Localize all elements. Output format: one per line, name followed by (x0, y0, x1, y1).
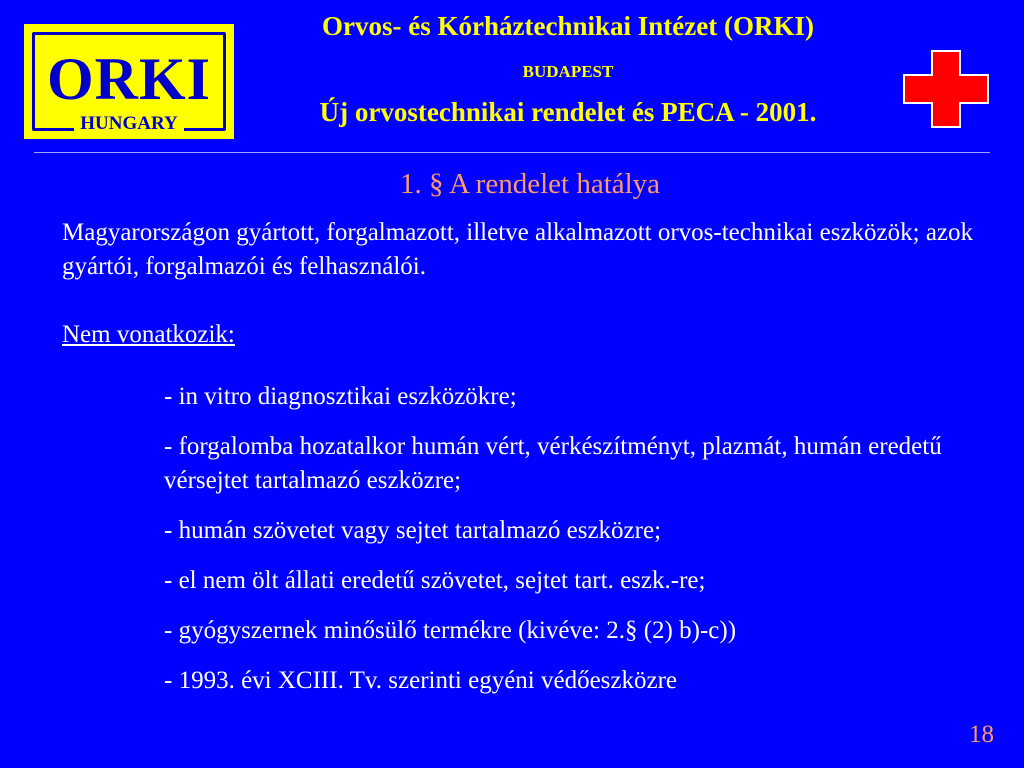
exclusion-item: - el nem ölt állati eredetű szövetet, sejtet tart. eszk.-re; (164, 567, 706, 594)
exclusion-item: - 1993. évi XCIII. Tv. szerinti egyéni védőeszközre (164, 667, 678, 694)
exclusion-item: - in vitro diagnosztikai eszközökre; (164, 383, 517, 410)
logo-frame (32, 32, 226, 134)
exclusions-list (164, 380, 994, 714)
exclusion-item: - forgalomba hozatalkor humán vért, vérkészítményt, plazmát, humán eredetű vérsejtet tartalmazó eszközre; (164, 433, 942, 494)
exclusions-label: Nem vonatkozik: (62, 321, 235, 348)
presentation-subtitle: Új orvostechnikai rendelet és PECA - 2001. (319, 97, 817, 127)
orki-logo (24, 24, 234, 139)
scope-paragraph: Magyarországon gyártott, forgalmazott, illetve alkalmazott orvos-technikai eszközök; azok gyártói, forgalmazói és felhasználói. (62, 219, 974, 280)
exclusion-item: - humán szövetet vagy sejtet tartalmazó eszközre; (164, 517, 662, 544)
institute-title: Orvos- és Kórháztechnikai Intézet (ORKI) (322, 11, 814, 41)
exclusion-item: - gyógyszernek minősülő termékre (kivéve: 2.§ (2) b)-c)) (164, 617, 737, 644)
page-number: 18 (969, 721, 994, 748)
red-cross-icon (903, 50, 989, 128)
logo-name: ORKI (46, 46, 212, 112)
logo-country (35, 114, 223, 134)
institute-city: BUDAPEST (522, 62, 614, 81)
header-divider (34, 152, 990, 153)
slide-heading: 1. § A rendelet hatálya (399, 168, 661, 200)
logo-country-label: HUNGARY (74, 113, 184, 134)
